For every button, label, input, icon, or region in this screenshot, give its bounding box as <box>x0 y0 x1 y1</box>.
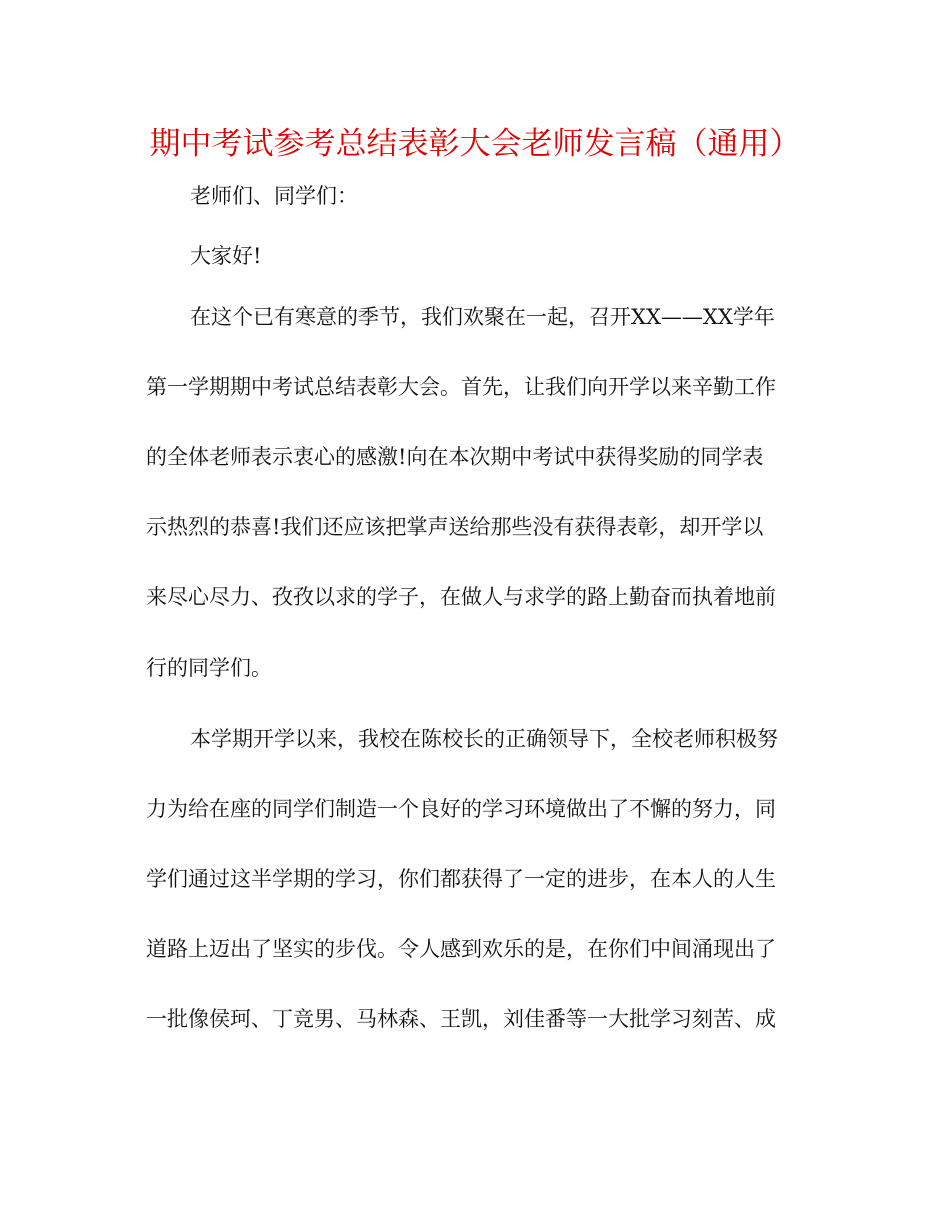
paragraph-2-line-2: 力为给在座的同学们制造一个良好的学习环境做出了不懈的努力，同 <box>146 797 776 821</box>
paragraph-1-line-6: 行的同学们。 <box>146 656 272 680</box>
paragraph-1-line-5: 来尽心尽力、孜孜以求的学子，在做人与求学的路上勤奋而执着地前 <box>146 585 776 609</box>
paragraph-1-line-2: 第一学期期中考试总结表彰大会。首先，让我们向开学以来辛勤工作 <box>146 375 776 399</box>
paragraph-2-line-5: 一批像侯珂、丁竞男、马林森、王凯，刘佳番等一大批学习刻苦、成 <box>146 1007 776 1031</box>
paragraph-2-line-4: 道路上迈出了坚实的步伐。令人感到欢乐的是，在你们中间涌现出了 <box>146 937 776 961</box>
paragraph-1-line-1: 在这个已有寒意的季节，我们欢聚在一起，召开XX——XX学年 <box>190 305 775 329</box>
paragraph-1-line-3: 的全体老师表示衷心的感激!向在本次期中考试中获得奖励的同学表 <box>146 445 764 469</box>
document-title: 期中考试参考总结表彰大会老师发言稿（通用） <box>149 126 801 162</box>
paragraph-1-line-4: 示热烈的恭喜!我们还应该把掌声送给那些没有获得表彰，却开学以 <box>146 515 764 539</box>
paragraph-2-line-3: 学们通过这半学期的学习，你们都获得了一定的进步，在本人的人生 <box>146 867 776 891</box>
salutation-line: 老师们、同学们： <box>190 184 358 208</box>
paragraph-2-line-1: 本学期开学以来，我校在陈校长的正确领导下，全校老师积极努 <box>190 727 778 751</box>
greeting-line: 大家好! <box>190 244 262 268</box>
